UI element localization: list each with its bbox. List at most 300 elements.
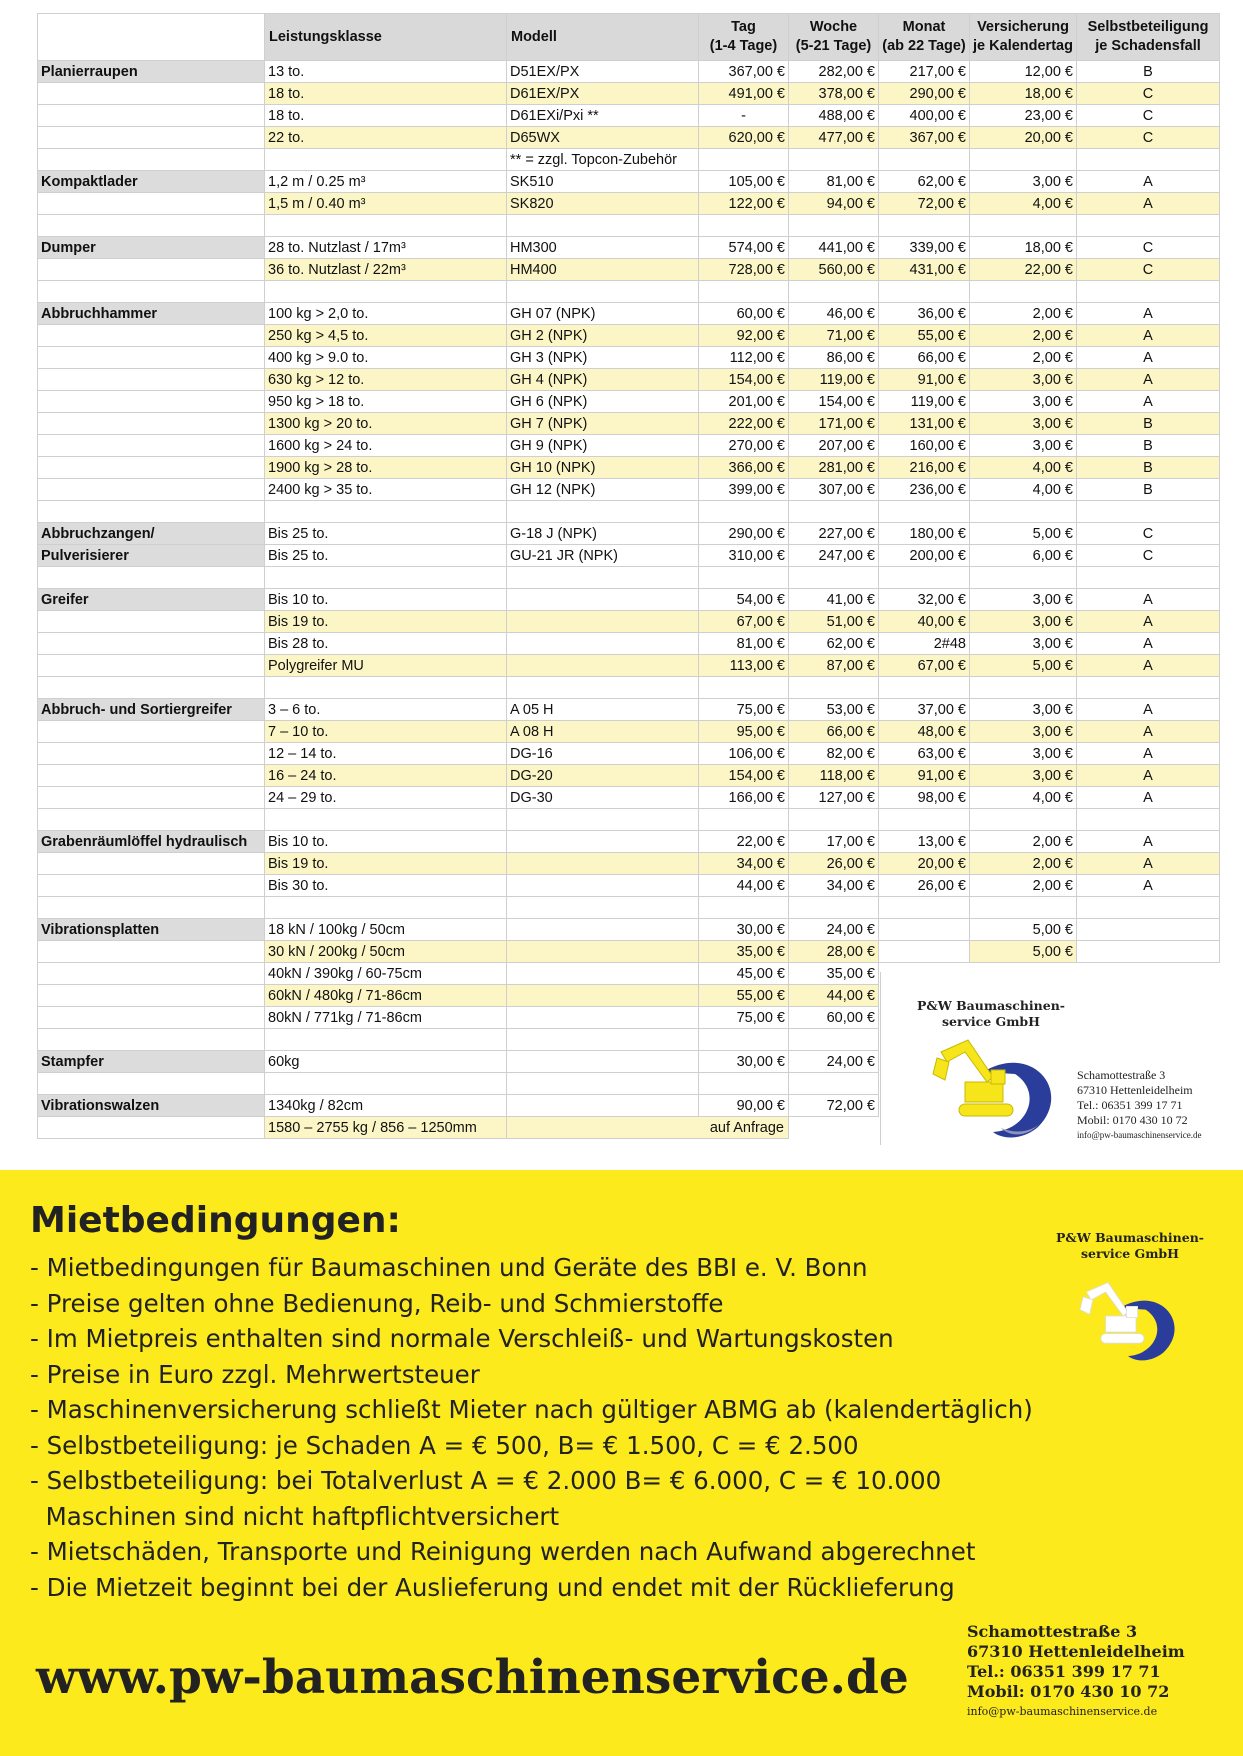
deductible-cell: C xyxy=(1077,127,1220,149)
table-row xyxy=(38,325,1220,347)
company-email[interactable]: info@pw-baumaschinenservice.de xyxy=(1077,1130,1202,1140)
deductible-cell: B xyxy=(1077,479,1220,501)
week-price-cell: 41,00 € xyxy=(789,589,879,611)
company-address-secondary: Schamottestraße 3 67310 Hettenleidelheim Tel.: 06351 399 17 71 Mobil: 0170 430 10 72 info@pw-baumaschinenservice.de xyxy=(967,1622,1185,1722)
class-cell: 28 to. Nutzlast / 17m³ xyxy=(265,237,507,259)
category-cell xyxy=(38,963,265,985)
condition-item: - Selbstbeteiligung: je Schaden A = € 500, B= € 1.500, C = € 2.500 xyxy=(30,1430,859,1460)
model-cell: A 08 H xyxy=(507,721,699,743)
week-price-cell: 171,00 € xyxy=(789,413,879,435)
week-price-cell: 119,00 € xyxy=(789,369,879,391)
month-price-cell: 98,00 € xyxy=(879,787,970,809)
deductible-cell: A xyxy=(1077,325,1220,347)
deductible-cell: A xyxy=(1077,875,1220,897)
week-cell xyxy=(789,1117,879,1139)
table-row xyxy=(38,61,1220,83)
company-address: Schamottestraße 3 67310 Hettenleidelheim Tel.: 06351 399 17 71 Mobil: 0170 430 10 72 info@pw-baumaschinenservice.de xyxy=(1077,1068,1202,1143)
deductible-cell xyxy=(1077,215,1220,237)
month-price-cell xyxy=(879,281,970,303)
insurance-cell: 3,00 € xyxy=(970,743,1077,765)
class-cell: 60kN / 480kg / 71-86cm xyxy=(265,985,507,1007)
table-row xyxy=(38,941,1220,963)
week-price-cell: 118,00 € xyxy=(789,765,879,787)
class-cell: 13 to. xyxy=(265,61,507,83)
week-price-cell: 62,00 € xyxy=(789,633,879,655)
week-price-cell: 207,00 € xyxy=(789,435,879,457)
insurance-cell: 5,00 € xyxy=(970,919,1077,941)
week-price-cell: 477,00 € xyxy=(789,127,879,149)
model-cell xyxy=(507,1007,699,1029)
month-price-cell: 37,00 € xyxy=(879,699,970,721)
category-cell xyxy=(38,391,265,413)
table-row xyxy=(38,193,1220,215)
model-cell xyxy=(507,897,699,919)
month-price-cell: 72,00 € xyxy=(879,193,970,215)
week-price-cell: 24,00 € xyxy=(789,919,879,941)
class-cell xyxy=(265,809,507,831)
week-price-cell: 35,00 € xyxy=(789,963,879,985)
day-price-cell xyxy=(699,897,789,919)
month-price-cell: 55,00 € xyxy=(879,325,970,347)
insurance-cell: 3,00 € xyxy=(970,699,1077,721)
model-cell xyxy=(507,1051,699,1073)
class-cell: 1580 – 2755 kg / 856 – 1250mm xyxy=(265,1117,507,1139)
day-price-cell: 92,00 € xyxy=(699,325,789,347)
day-price-cell xyxy=(699,149,789,171)
model-cell: G-18 J (NPK) xyxy=(507,523,699,545)
insurance-cell: 3,00 € xyxy=(970,413,1077,435)
month-price-cell xyxy=(879,809,970,831)
insurance-cell xyxy=(970,149,1077,171)
day-price-cell: 222,00 € xyxy=(699,413,789,435)
day-price-cell: 30,00 € xyxy=(699,919,789,941)
header-week: Woche (5-21 Tage) xyxy=(789,14,879,61)
model-cell xyxy=(507,809,699,831)
deductible-cell: C xyxy=(1077,237,1220,259)
model-cell xyxy=(507,1095,699,1117)
table-row xyxy=(38,501,1220,523)
week-price-cell: 441,00 € xyxy=(789,237,879,259)
month-price-cell xyxy=(879,919,970,941)
class-cell: 2400 kg > 35 to. xyxy=(265,479,507,501)
header-day: Tag (1-4 Tage) xyxy=(699,14,789,61)
model-cell xyxy=(507,1073,699,1095)
category-cell xyxy=(38,853,265,875)
table-row xyxy=(38,677,1220,699)
table-row xyxy=(38,479,1220,501)
class-cell xyxy=(265,567,507,589)
insurance-cell: 3,00 € xyxy=(970,391,1077,413)
condition-item: - Maschinenversicherung schließt Mieter nach gültiger ABMG ab (kalendertäglich) xyxy=(30,1395,1033,1424)
day-price-cell: 728,00 € xyxy=(699,259,789,281)
category-cell xyxy=(38,611,265,633)
day-price-cell xyxy=(699,809,789,831)
condition-item: - Mietbedingungen für Baumaschinen und Geräte des BBI e. V. Bonn xyxy=(30,1253,868,1282)
model-cell: GH 9 (NPK) xyxy=(507,435,699,457)
insurance-cell xyxy=(970,677,1077,699)
day-price-cell: 22,00 € xyxy=(699,831,789,853)
insurance-cell: 3,00 € xyxy=(970,171,1077,193)
category-cell xyxy=(38,105,265,127)
week-price-cell xyxy=(789,1073,879,1095)
day-price-cell: 35,00 € xyxy=(699,941,789,963)
model-cell xyxy=(507,567,699,589)
deductible-cell: B xyxy=(1077,413,1220,435)
insurance-cell: 5,00 € xyxy=(970,655,1077,677)
class-cell: 40kN / 390kg / 60-75cm xyxy=(265,963,507,985)
header-class: Leistungsklasse xyxy=(265,14,507,61)
week-price-cell: 24,00 € xyxy=(789,1051,879,1073)
month-price-cell: 400,00 € xyxy=(879,105,970,127)
deductible-cell: A xyxy=(1077,765,1220,787)
excavator-logo-icon xyxy=(923,1032,1073,1142)
day-price-cell: 54,00 € xyxy=(699,589,789,611)
week-price-cell: 72,00 € xyxy=(789,1095,879,1117)
day-price-cell: 270,00 € xyxy=(699,435,789,457)
class-cell: Bis 10 to. xyxy=(265,831,507,853)
deductible-cell xyxy=(1077,919,1220,941)
category-cell xyxy=(38,941,265,963)
day-price-cell xyxy=(699,567,789,589)
month-price-cell: 2#48 xyxy=(879,633,970,655)
class-cell xyxy=(265,897,507,919)
table-row xyxy=(38,567,1220,589)
deductible-cell: C xyxy=(1077,545,1220,567)
table-row xyxy=(38,303,1220,325)
week-price-cell: 46,00 € xyxy=(789,303,879,325)
category-cell: Vibrationsplatten xyxy=(38,919,265,941)
insurance-cell: 18,00 € xyxy=(970,83,1077,105)
category-cell: Abbruch- und Sortiergreifer xyxy=(38,699,265,721)
category-cell xyxy=(38,765,265,787)
conditions-section xyxy=(0,1170,1243,1756)
model-cell: D61EXi/Pxi ** xyxy=(507,105,699,127)
model-cell: GH 3 (NPK) xyxy=(507,347,699,369)
insurance-cell xyxy=(970,897,1077,919)
table-row xyxy=(38,435,1220,457)
insurance-cell: 3,00 € xyxy=(970,721,1077,743)
day-price-cell xyxy=(699,501,789,523)
table-row xyxy=(38,919,1220,941)
month-price-cell xyxy=(879,677,970,699)
table-row xyxy=(38,809,1220,831)
insurance-cell: 2,00 € xyxy=(970,853,1077,875)
week-price-cell xyxy=(789,215,879,237)
table-row xyxy=(38,765,1220,787)
deductible-cell: A xyxy=(1077,853,1220,875)
month-price-cell: 200,00 € xyxy=(879,545,970,567)
class-cell xyxy=(265,501,507,523)
day-price-cell: 55,00 € xyxy=(699,985,789,1007)
month-price-cell: 67,00 € xyxy=(879,655,970,677)
deductible-cell: A xyxy=(1077,721,1220,743)
month-price-cell: 26,00 € xyxy=(879,875,970,897)
category-cell xyxy=(38,149,265,171)
deductible-cell: C xyxy=(1077,105,1220,127)
model-cell: SK820 xyxy=(507,193,699,215)
week-price-cell: 66,00 € xyxy=(789,721,879,743)
model-cell: GH 7 (NPK) xyxy=(507,413,699,435)
model-cell: DG-20 xyxy=(507,765,699,787)
table-row xyxy=(38,633,1220,655)
category-cell xyxy=(38,721,265,743)
table-row xyxy=(38,853,1220,875)
model-cell: D65WX xyxy=(507,127,699,149)
category-cell: Stampfer xyxy=(38,1051,265,1073)
class-cell: 100 kg > 2,0 to. xyxy=(265,303,507,325)
price-table xyxy=(37,13,1220,1139)
category-cell xyxy=(38,875,265,897)
model-cell: GH 2 (NPK) xyxy=(507,325,699,347)
week-price-cell: 44,00 € xyxy=(789,985,879,1007)
month-price-cell: 180,00 € xyxy=(879,523,970,545)
conditions-title: Mietbedingungen: xyxy=(30,1200,401,1241)
insurance-cell xyxy=(970,501,1077,523)
day-price-cell: 60,00 € xyxy=(699,303,789,325)
month-price-cell: 91,00 € xyxy=(879,765,970,787)
week-price-cell: 81,00 € xyxy=(789,171,879,193)
insurance-cell: 3,00 € xyxy=(970,633,1077,655)
table-row xyxy=(38,655,1220,677)
category-cell xyxy=(38,655,265,677)
class-cell xyxy=(265,281,507,303)
class-cell: 3 – 6 to. xyxy=(265,699,507,721)
week-price-cell xyxy=(789,1029,879,1051)
day-price-cell: 620,00 € xyxy=(699,127,789,149)
category-cell xyxy=(38,127,265,149)
company-name: P&W Baumaschinen- service GmbH xyxy=(917,998,1065,1029)
insurance-cell: 3,00 € xyxy=(970,611,1077,633)
month-price-cell: 367,00 € xyxy=(879,127,970,149)
week-price-cell: 87,00 € xyxy=(789,655,879,677)
week-price-cell: 154,00 € xyxy=(789,391,879,413)
month-price-cell: 48,00 € xyxy=(879,721,970,743)
week-price-cell: 82,00 € xyxy=(789,743,879,765)
insurance-cell: 4,00 € xyxy=(970,479,1077,501)
table-row xyxy=(38,369,1220,391)
category-cell xyxy=(38,435,265,457)
class-cell: 30 kN / 200kg / 50cm xyxy=(265,941,507,963)
category-cell xyxy=(38,501,265,523)
model-cell xyxy=(507,831,699,853)
category-cell xyxy=(38,369,265,391)
condition-item: Maschinen sind nicht haftpflichtversichert xyxy=(30,1501,560,1531)
model-cell xyxy=(507,677,699,699)
table-row xyxy=(38,215,1220,237)
table-row xyxy=(38,259,1220,281)
insurance-cell: 4,00 € xyxy=(970,193,1077,215)
model-cell: D51EX/PX xyxy=(507,61,699,83)
model-cell: GH 4 (NPK) xyxy=(507,369,699,391)
category-cell: Kompaktlader xyxy=(38,171,265,193)
month-price-cell: 91,00 € xyxy=(879,369,970,391)
class-cell: 1,5 m / 0.40 m³ xyxy=(265,193,507,215)
week-price-cell: 51,00 € xyxy=(789,611,879,633)
week-price-cell: 53,00 € xyxy=(789,699,879,721)
deductible-cell: A xyxy=(1077,171,1220,193)
class-cell: 400 kg > 9.0 to. xyxy=(265,347,507,369)
week-price-cell xyxy=(789,809,879,831)
day-price-cell xyxy=(699,1073,789,1095)
week-price-cell: 282,00 € xyxy=(789,61,879,83)
model-cell xyxy=(507,589,699,611)
model-cell xyxy=(507,919,699,941)
table-row xyxy=(38,149,1220,171)
model-cell: A 05 H xyxy=(507,699,699,721)
company-email-secondary[interactable]: info@pw-baumaschinenservice.de xyxy=(967,1705,1158,1718)
day-price-cell xyxy=(699,677,789,699)
condition-item: - Die Mietzeit beginnt bei der Auslieferung und endet mit der Rücklieferung xyxy=(30,1572,955,1602)
week-price-cell: 127,00 € xyxy=(789,787,879,809)
deductible-cell: A xyxy=(1077,743,1220,765)
day-price-cell: 75,00 € xyxy=(699,699,789,721)
class-cell: 22 to. xyxy=(265,127,507,149)
model-cell: HM300 xyxy=(507,237,699,259)
month-price-cell: 431,00 € xyxy=(879,259,970,281)
day-price-cell: 201,00 € xyxy=(699,391,789,413)
deductible-cell: A xyxy=(1077,699,1220,721)
day-price-cell: 67,00 € xyxy=(699,611,789,633)
model-cell xyxy=(507,501,699,523)
month-price-cell: 63,00 € xyxy=(879,743,970,765)
class-cell xyxy=(265,1073,507,1095)
class-cell: 24 – 29 to. xyxy=(265,787,507,809)
category-cell xyxy=(38,1029,265,1051)
insurance-cell: 5,00 € xyxy=(970,941,1077,963)
model-cell xyxy=(507,655,699,677)
model-cell: DG-16 xyxy=(507,743,699,765)
category-cell xyxy=(38,787,265,809)
category-cell xyxy=(38,1007,265,1029)
deductible-cell: A xyxy=(1077,831,1220,853)
day-price-cell: 30,00 € xyxy=(699,1051,789,1073)
class-cell: 36 to. Nutzlast / 22m³ xyxy=(265,259,507,281)
day-price-cell xyxy=(699,1029,789,1051)
table-row xyxy=(38,787,1220,809)
class-cell: 250 kg > 4,5 to. xyxy=(265,325,507,347)
category-cell: Grabenräumlöffel hydraulisch xyxy=(38,831,265,853)
month-price-cell: 20,00 € xyxy=(879,853,970,875)
day-price-cell: 34,00 € xyxy=(699,853,789,875)
day-price-cell: 81,00 € xyxy=(699,633,789,655)
category-cell: Planierraupen xyxy=(38,61,265,83)
conditions-list xyxy=(30,1250,1033,1605)
header-deductible: Selbstbeteiligung je Schadensfall xyxy=(1077,14,1220,61)
model-cell xyxy=(507,853,699,875)
week-price-cell xyxy=(789,567,879,589)
category-cell xyxy=(38,281,265,303)
class-cell: Polygreifer MU xyxy=(265,655,507,677)
website-link[interactable]: www.pw-baumaschinenservice.de xyxy=(36,1650,909,1705)
day-price-cell: 113,00 € xyxy=(699,655,789,677)
insurance-cell: 3,00 € xyxy=(970,435,1077,457)
condition-item: - Im Mietpreis enthalten sind normale Verschleiß- und Wartungskosten xyxy=(30,1324,894,1353)
day-price-cell: 491,00 € xyxy=(699,83,789,105)
table-row xyxy=(38,171,1220,193)
class-cell: 7 – 10 to. xyxy=(265,721,507,743)
insurance-cell xyxy=(970,809,1077,831)
deductible-cell: A xyxy=(1077,655,1220,677)
class-cell: 80kN / 771kg / 71-86cm xyxy=(265,1007,507,1029)
condition-item: - Mietschäden, Transporte und Reinigung werden nach Aufwand abgerechnet xyxy=(30,1537,976,1566)
table-row xyxy=(38,127,1220,149)
category-cell xyxy=(38,567,265,589)
category-cell xyxy=(38,985,265,1007)
week-price-cell: 560,00 € xyxy=(789,259,879,281)
month-price-cell xyxy=(879,215,970,237)
deductible-cell xyxy=(1077,677,1220,699)
day-price-cell: 290,00 € xyxy=(699,523,789,545)
day-price-cell: 45,00 € xyxy=(699,963,789,985)
insurance-cell: 18,00 € xyxy=(970,237,1077,259)
table-row xyxy=(38,237,1220,259)
week-price-cell xyxy=(789,677,879,699)
deductible-cell: C xyxy=(1077,259,1220,281)
class-cell: 18 to. xyxy=(265,83,507,105)
category-cell xyxy=(38,633,265,655)
day-price-cell: 367,00 € xyxy=(699,61,789,83)
category-cell xyxy=(38,743,265,765)
class-cell: 1300 kg > 20 to. xyxy=(265,413,507,435)
day-price-cell: 105,00 € xyxy=(699,171,789,193)
table-row xyxy=(38,457,1220,479)
class-cell: 60kg xyxy=(265,1051,507,1073)
day-price-cell: 574,00 € xyxy=(699,237,789,259)
insurance-cell: 2,00 € xyxy=(970,875,1077,897)
table-row xyxy=(38,831,1220,853)
month-price-cell: 236,00 € xyxy=(879,479,970,501)
class-cell: 1600 kg > 24 to. xyxy=(265,435,507,457)
deductible-cell: B xyxy=(1077,435,1220,457)
week-price-cell xyxy=(789,281,879,303)
insurance-cell: 2,00 € xyxy=(970,325,1077,347)
class-cell: 1340kg / 82cm xyxy=(265,1095,507,1117)
table-row xyxy=(38,611,1220,633)
month-price-cell: 290,00 € xyxy=(879,83,970,105)
company-name-secondary: P&W Baumaschinen- service GmbH xyxy=(1056,1230,1204,1261)
insurance-cell xyxy=(970,215,1077,237)
deductible-cell xyxy=(1077,567,1220,589)
table-row xyxy=(38,347,1220,369)
deductible-cell: C xyxy=(1077,83,1220,105)
class-cell: 16 – 24 to. xyxy=(265,765,507,787)
model-cell xyxy=(507,281,699,303)
insurance-cell: 4,00 € xyxy=(970,787,1077,809)
deductible-cell xyxy=(1077,809,1220,831)
day-price-cell: 90,00 € xyxy=(699,1095,789,1117)
week-price-cell: 17,00 € xyxy=(789,831,879,853)
deductible-cell: A xyxy=(1077,369,1220,391)
insurance-cell: 20,00 € xyxy=(970,127,1077,149)
class-cell: Bis 25 to. xyxy=(265,545,507,567)
deductible-cell xyxy=(1077,941,1220,963)
table-row xyxy=(38,721,1220,743)
table-row xyxy=(38,699,1220,721)
category-cell xyxy=(38,83,265,105)
day-price-cell xyxy=(699,215,789,237)
insurance-cell xyxy=(970,281,1077,303)
table-row xyxy=(38,391,1220,413)
deductible-cell: A xyxy=(1077,787,1220,809)
month-price-cell: 217,00 € xyxy=(879,61,970,83)
week-price-cell: 247,00 € xyxy=(789,545,879,567)
deductible-cell: B xyxy=(1077,61,1220,83)
month-price-cell: 119,00 € xyxy=(879,391,970,413)
class-cell xyxy=(265,149,507,171)
condition-item: - Selbstbeteiligung: bei Totalverlust A = € 2.000 B= € 6.000, C = € 10.000 xyxy=(30,1466,942,1495)
category-cell xyxy=(38,1073,265,1095)
month-price-cell xyxy=(879,941,970,963)
